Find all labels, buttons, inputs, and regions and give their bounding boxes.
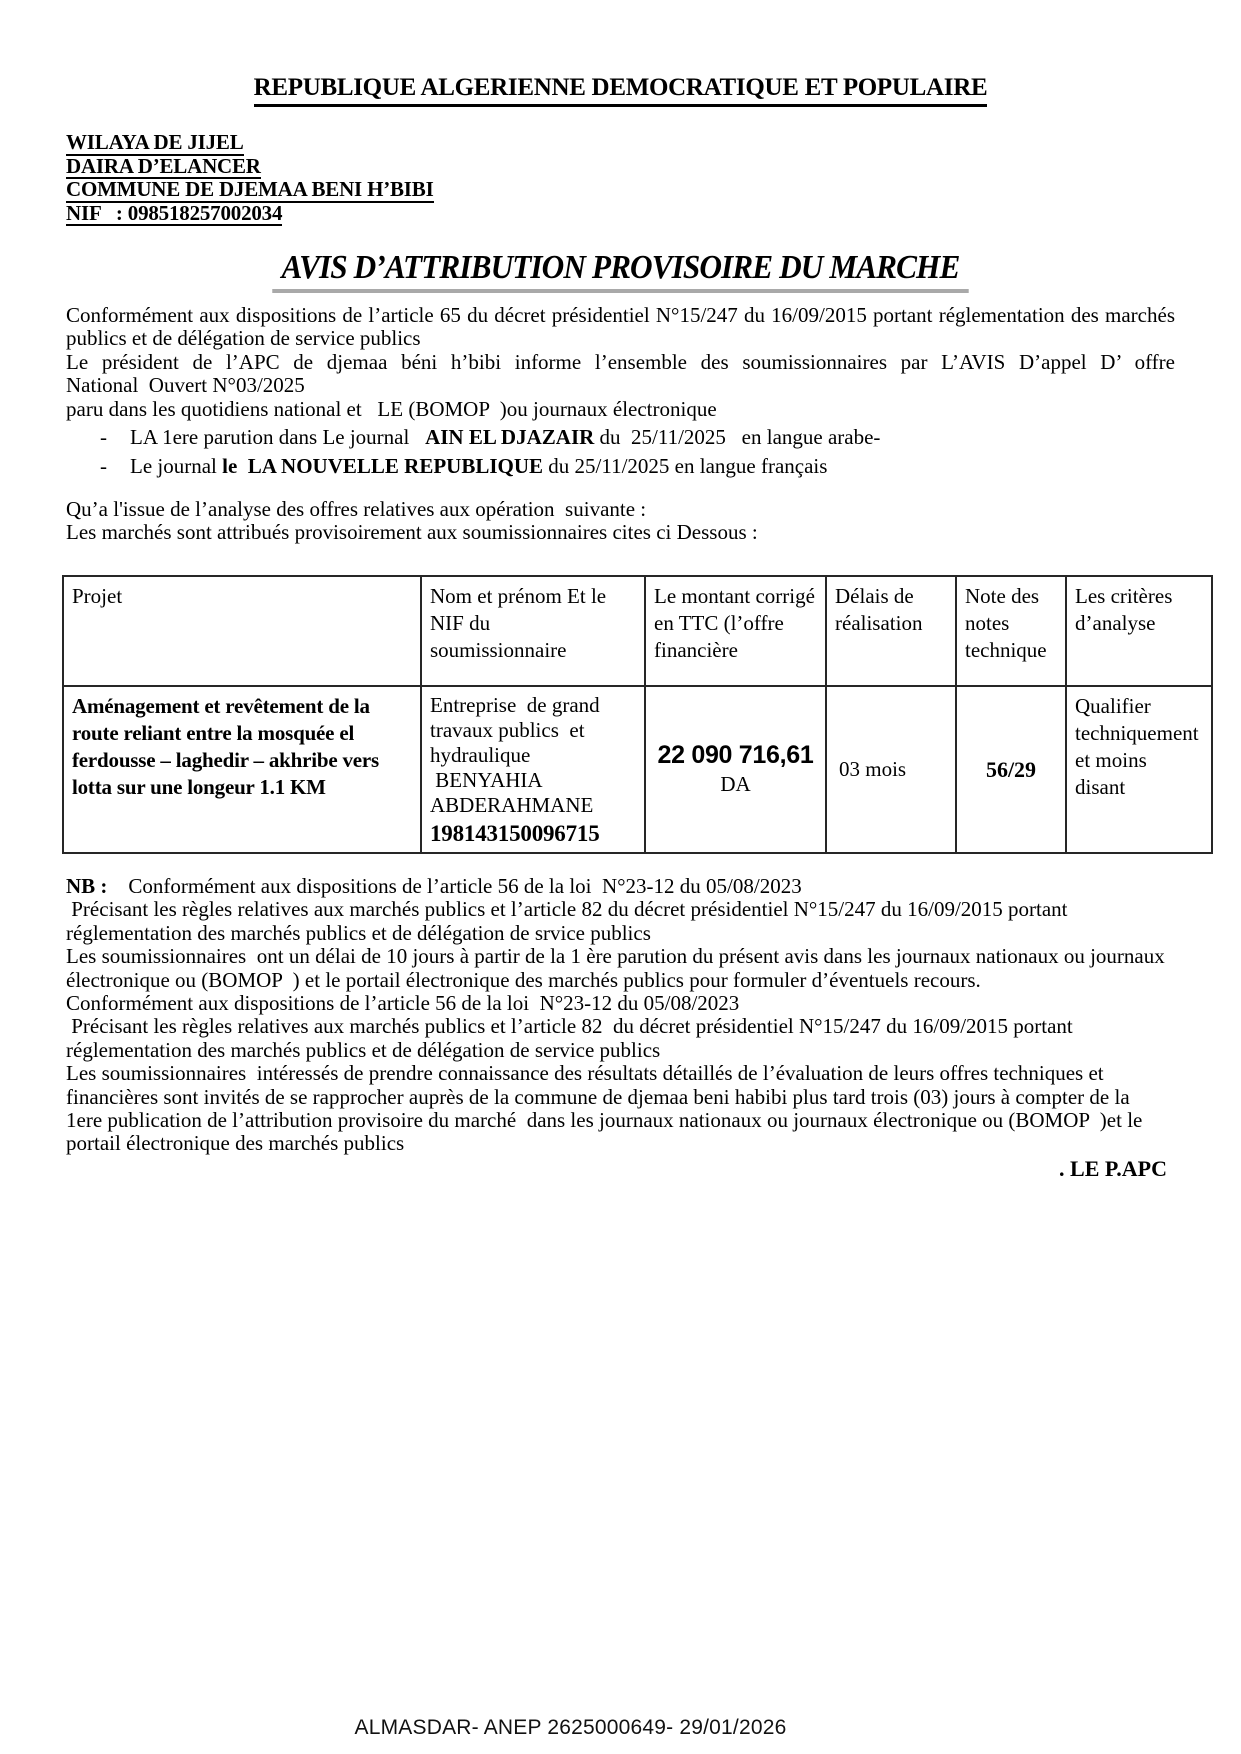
amount-value: 22 090 716,61: [657, 740, 814, 769]
nb-line-6: Conformément aux dispositions de l’article 56 de la loi N°23-12 du 05/08/2023: [66, 991, 740, 1016]
org-line-daira: [66, 153, 434, 180]
republic-header: [0, 74, 1241, 107]
org-line-commune: [66, 179, 434, 203]
org-line-daira-text: DAIRA D’ELANCER: [66, 153, 261, 178]
bullet1-post: du 25/11/2025 en langue arabe-: [594, 425, 881, 450]
signature-le-p-apc: . LE P.APC: [1059, 1156, 1167, 1181]
intro-line-2: publics et de délégation de service publics: [66, 326, 421, 351]
publication-item-arabic: [100, 425, 1175, 450]
org-line-wilaya-text: WILAYA DE JIJEL: [66, 130, 244, 154]
cell-supplier: Entreprise de grand travaux publics et hydraulique BENYAHIA ABDERAHMANE 198143150096715: [421, 686, 645, 853]
nb-line-1: [66, 875, 1181, 898]
org-line-nif: [66, 200, 434, 227]
cell-criteria: Qualifier techniquement et moins disant: [1066, 686, 1212, 853]
nb-line-1-text: Conformément aux dispositions de l’article 56 de la loi N°23-12 du 05/08/2023: [107, 874, 802, 898]
header-project-text: Projet: [72, 584, 123, 608]
table-header-row: [63, 576, 1212, 686]
header-cell-delay: Délais de réalisation: [826, 576, 956, 686]
bullet2-post: du 25/11/2025 en langue français: [543, 454, 828, 479]
nb-line-9: Les soumissionnaires intéressés de prendre connaissance des résultats détaillés de l’évaluation de leurs offres techniques et: [66, 1061, 1104, 1086]
footer-anep-reference: ALMASDAR- ANEP 2625000649- 29/01/2026: [354, 1716, 787, 1739]
intro-line-4: National Ouvert N°03/2025: [66, 373, 305, 398]
nb-line-11: 1ere publication de l’attribution provisoire du marché dans les journaux nationaux ou journaux électronique ou (BOMOP )et le: [66, 1108, 1143, 1133]
republic-header-text: REPUBLIQUE ALGERIENNE DEMOCRATIQUE ET POPULAIRE: [254, 74, 988, 107]
nb-line-8: réglementation des marchés publics et de délégation de service publics: [66, 1037, 661, 1062]
cell-delay: 03 mois: [826, 686, 956, 853]
bullet-dash: -: [100, 454, 107, 479]
analysis-line-2: Les marchés sont attribués provisoirement aux soumissionnaires cites ci Dessous :: [66, 520, 758, 545]
nb-line-7: Précisant les règles relatives aux marchés publics et l’article 82 du décret présidentiel N°15/247 du 16/09/2015 portant: [66, 1014, 1073, 1039]
cell-amount: [645, 686, 826, 853]
nb-line-10: financières sont invités de se rapprocher auprès de la commune de djemaa beni habibi plus tard trois (03) jours à compter de la: [66, 1084, 1130, 1109]
supplier-nif: 198143150096715: [430, 821, 600, 846]
org-line-commune-text: COMMUNE DE DJEMAA BENI H’BIBI: [66, 177, 434, 201]
bullet2-journal-name: le LA NOUVELLE REPUBLIQUE: [222, 454, 544, 479]
page-title-text: AVIS D’ATTRIBUTION PROVISOIRE DU MARCHE: [272, 250, 968, 293]
publication-item-french: [100, 454, 1175, 479]
header-cell-amount: Le montant corrigé en TTC (l’offre financière: [645, 576, 826, 686]
nb-line-4: Les soumissionnaires ont un délai de 10 jours à partir de la 1 ère parution du présent avis dans les journaux nationaux ou journaux: [66, 944, 1165, 969]
nb-section: [66, 875, 1181, 1156]
header-cell-supplier: Nom et prénom Et le NIF du soumissionnaire: [421, 576, 645, 686]
award-table: [62, 575, 1213, 854]
nb-label: NB :: [66, 874, 108, 898]
cell-project: Aménagement et revêtement de la route reliant entre la mosquée el ferdousse – laghedir – akhribe vers lotta sur une longeur 1.1 KM: [63, 686, 421, 853]
bullet1-pre: LA 1ere parution dans Le journal: [130, 425, 426, 450]
organization-block: [66, 132, 434, 226]
table-row: [63, 686, 1212, 853]
nb-line-5: électronique ou (BOMOP ) et le portail électronique des marchés publics pour formuler d’éventuels recours.: [66, 967, 981, 992]
cell-note: 56/29: [956, 686, 1066, 853]
bullet2-pre: Le journal: [130, 454, 223, 479]
intro-line-5: paru dans les quotidiens national et LE (BOMOP )ou journaux électronique: [66, 396, 717, 421]
page-title: [0, 250, 1241, 293]
header-cell-project: [63, 576, 421, 686]
bullet-dash: -: [100, 425, 107, 450]
org-line-nif-text: NIF : 098518257002034: [66, 200, 283, 225]
amount-currency: DA: [720, 771, 751, 796]
nb-line-2: Précisant les règles relatives aux marchés publics et l’article 82 du décret présidentiel N°15/247 du 16/09/2015 portant: [66, 897, 1068, 922]
analysis-statement: [66, 498, 1175, 545]
header-cell-criteria: Les critères d’analyse: [1066, 576, 1212, 686]
nb-line-3: réglementation des marchés publics et de délégation de srvice publics: [66, 920, 651, 945]
org-line-wilaya: [66, 132, 434, 156]
intro-paragraph: [66, 304, 1175, 479]
nb-line-12: portail électronique des marchés publics: [66, 1131, 405, 1156]
intro-line-3: Le président de l’APC de djemaa béni h’bibi informe l’ensemble des soumissionnaires par L’AVIS D’appel D’ offre: [66, 349, 1175, 374]
intro-line-1: Conformément aux dispositions de l’article 65 du décret présidentiel N°15/247 du 16/09/2015 portant réglementation des marchés: [66, 303, 1175, 327]
analysis-line-1: Qu’a l'issue de l’analyse des offres relatives aux opération suivante :: [66, 497, 647, 521]
bullet1-journal-name: AIN EL DJAZAIR: [425, 425, 595, 450]
header-cell-note: Note des notes technique: [956, 576, 1066, 686]
